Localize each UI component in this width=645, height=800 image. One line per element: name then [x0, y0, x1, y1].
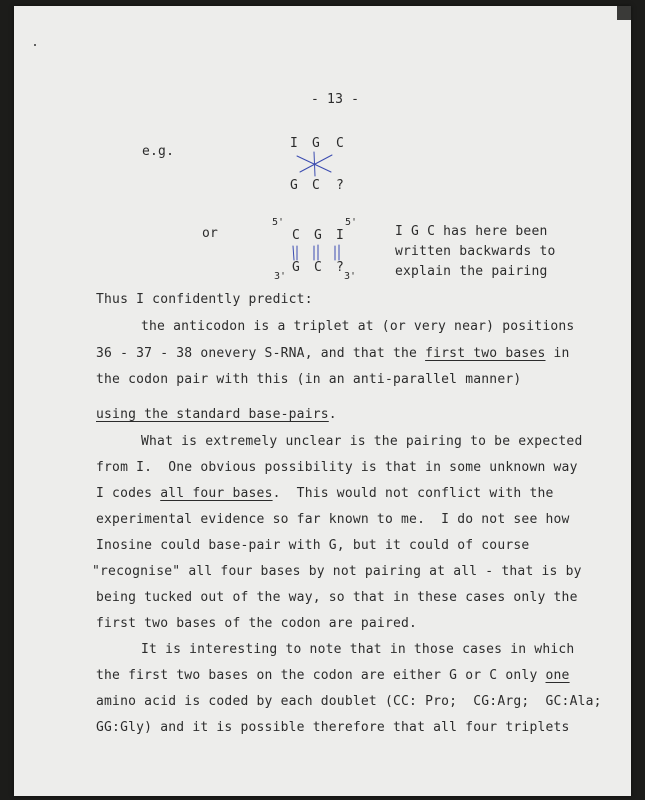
body-line-8: I codes all four bases. This would not conflict with the	[96, 486, 554, 501]
underline-one: one	[545, 668, 570, 683]
example-label-eg: e.g.	[142, 144, 175, 159]
body-line-4: the codon pair with this (in an anti-parallel manner)	[96, 372, 522, 387]
ex1-bottom-2: C	[312, 178, 320, 193]
note-line-1: I G C has here been	[395, 224, 548, 239]
body-line-2: the anticodon is a triplet at (or very near) positions	[141, 319, 575, 334]
body-line-6: What is extremely unclear is the pairing to be expected	[141, 434, 583, 449]
ex2-3prime-right: 3'	[344, 271, 357, 282]
document-page	[14, 6, 631, 796]
body-line-11: "recognise" all four bases by not pairing at all - that is by	[92, 564, 582, 579]
body-line-3: 36 - 37 - 38 onevery S-RNA, and that the first two bases in	[96, 346, 570, 361]
pen-cross-stroke-2	[300, 155, 332, 172]
body-line-14: It is interesting to note that in those cases in which	[141, 642, 575, 657]
ex2-3prime-left: 3'	[274, 271, 287, 282]
body-line-9: experimental evidence so far known to me. I do not see how	[96, 512, 570, 527]
ex1-top-1: I	[290, 136, 298, 151]
body-line-12: being tucked out of the way, so that in these cases only the	[96, 590, 578, 605]
ex1-bottom-3: ?	[336, 178, 344, 193]
underline-first-two-bases: first two bases	[425, 346, 546, 361]
body-line-17: GG:Gly) and it is possible therefore that all four triplets	[96, 720, 570, 735]
ex1-bottom-1: G	[290, 178, 298, 193]
page-number: - 13 -	[311, 92, 360, 107]
body-line-13: first two bases of the codon are paired.	[96, 616, 418, 631]
ex2-bottom-1: G	[292, 260, 300, 275]
pen-cross-stroke-3	[314, 152, 315, 176]
ex1-top-2: G	[312, 136, 320, 151]
ex2-top-2: G	[314, 228, 322, 243]
body-line-15: the first two bases on the codon are either G or C only one	[96, 668, 570, 683]
note-line-3: explain the pairing	[395, 264, 548, 279]
example-label-or: or	[202, 226, 219, 241]
body-line-10: Inosine could base-pair with G, but it could of course	[96, 538, 530, 553]
body-line-1: Thus I confidently predict:	[96, 292, 313, 307]
note-line-2: written backwards to	[395, 244, 556, 259]
ex2-top-3: I	[336, 228, 344, 243]
ex2-5prime-right: 5'	[345, 217, 358, 228]
underline-all-four-bases: all four bases	[160, 486, 273, 501]
body-line-5: using the standard base-pairs.	[96, 407, 337, 422]
ex2-bottom-2: C	[314, 260, 322, 275]
body-line-16: amino acid is coded by each doublet (CC: Pro; CG:Arg; GC:Ala;	[96, 694, 602, 709]
body-line-7: from I. One obvious possibility is that in some unknown way	[96, 460, 578, 475]
ex2-top-1: C	[292, 228, 300, 243]
ex2-5prime-left: 5'	[272, 217, 285, 228]
ex1-top-3: C	[336, 136, 344, 151]
pen-pair-line-1a	[293, 246, 294, 260]
ex2-bottom-3: ?	[336, 260, 344, 275]
underline-standard-base-pairs: using the standard base-pairs	[96, 407, 329, 422]
